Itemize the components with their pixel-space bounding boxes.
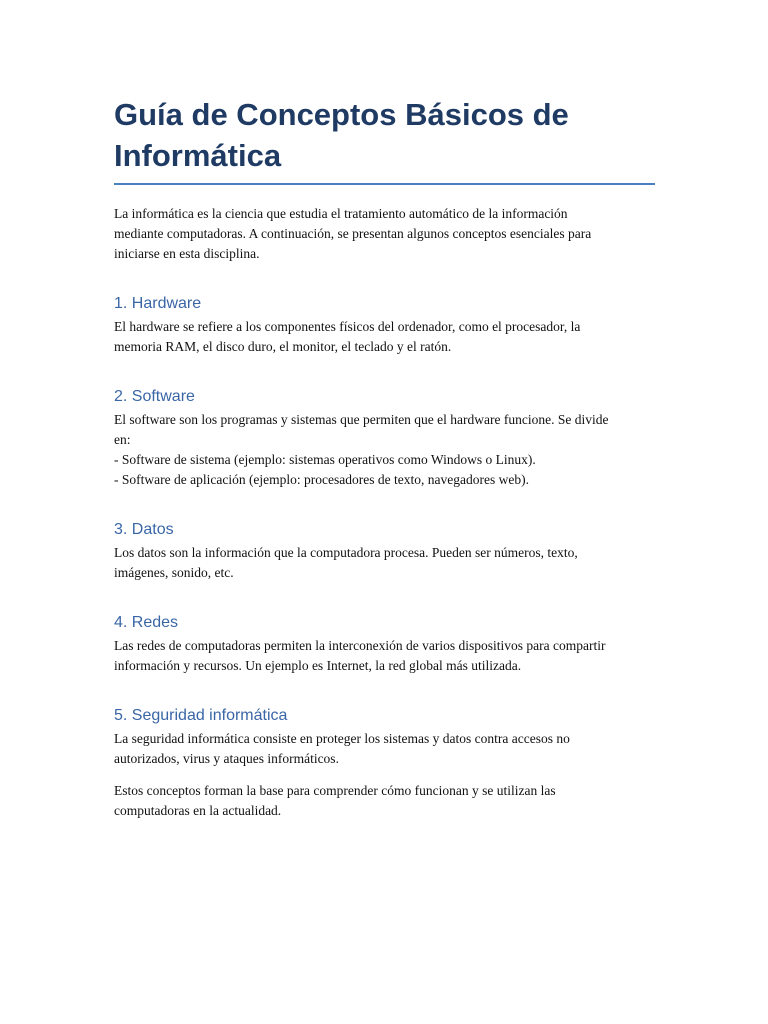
section-heading: 5. Seguridad informática bbox=[114, 707, 288, 724]
body-line: información y recursos. Un ejemplo es Internet, la red global más utilizada. bbox=[114, 658, 522, 673]
body-line: Los datos son la información que la computadora procesa. Pueden ser números, texto, bbox=[114, 545, 578, 560]
section-heading: 3. Datos bbox=[114, 521, 174, 538]
document-title bbox=[114, 94, 655, 185]
closing-paragraph bbox=[114, 781, 655, 821]
section-redes bbox=[114, 612, 655, 676]
section-datos bbox=[114, 519, 655, 583]
closing-line: Estos conceptos forman la base para comprender cómo funcionan y se utilizan las bbox=[114, 783, 556, 798]
body-line: Las redes de computadoras permiten la interconexión de varios dispositivos para compartir bbox=[114, 638, 606, 653]
section-body bbox=[114, 729, 655, 769]
intro-paragraph bbox=[114, 204, 655, 264]
body-line: - Software de aplicación (ejemplo: procesadores de texto, navegadores web). bbox=[114, 472, 529, 487]
section-body bbox=[114, 543, 655, 583]
intro-line: iniciarse en esta disciplina. bbox=[114, 246, 260, 261]
section-body bbox=[114, 410, 655, 490]
section-seguridad bbox=[114, 705, 655, 769]
body-line: en: bbox=[114, 432, 131, 447]
body-line: memoria RAM, el disco duro, el monitor, el teclado y el ratón. bbox=[114, 339, 452, 354]
body-line: - Software de sistema (ejemplo: sistemas operativos como Windows o Linux). bbox=[114, 452, 536, 467]
section-body bbox=[114, 317, 655, 357]
body-line: imágenes, sonido, etc. bbox=[114, 565, 234, 580]
intro-line: La informática es la ciencia que estudia el tratamiento automático de la información bbox=[114, 206, 568, 221]
document-page bbox=[114, 94, 655, 821]
body-line: El software son los programas y sistemas que permiten que el hardware funcione. Se divide bbox=[114, 412, 609, 427]
section-heading: 1. Hardware bbox=[114, 295, 202, 312]
section-software bbox=[114, 386, 655, 490]
section-hardware bbox=[114, 293, 655, 357]
closing-line: computadoras en la actualidad. bbox=[114, 803, 282, 818]
section-heading: 4. Redes bbox=[114, 614, 179, 631]
title-line-2: Informática bbox=[114, 138, 282, 173]
section-heading: 2. Software bbox=[114, 388, 195, 405]
title-line-1: Guía de Conceptos Básicos de bbox=[114, 97, 569, 132]
body-line: autorizados, virus y ataques informáticos. bbox=[114, 751, 339, 766]
body-line: La seguridad informática consiste en proteger los sistemas y datos contra accesos no bbox=[114, 731, 570, 746]
section-body bbox=[114, 636, 655, 676]
intro-line: mediante computadoras. A continuación, se presentan algunos conceptos esenciales para bbox=[114, 226, 592, 241]
body-line: El hardware se refiere a los componentes físicos del ordenador, como el procesador, la bbox=[114, 319, 581, 334]
